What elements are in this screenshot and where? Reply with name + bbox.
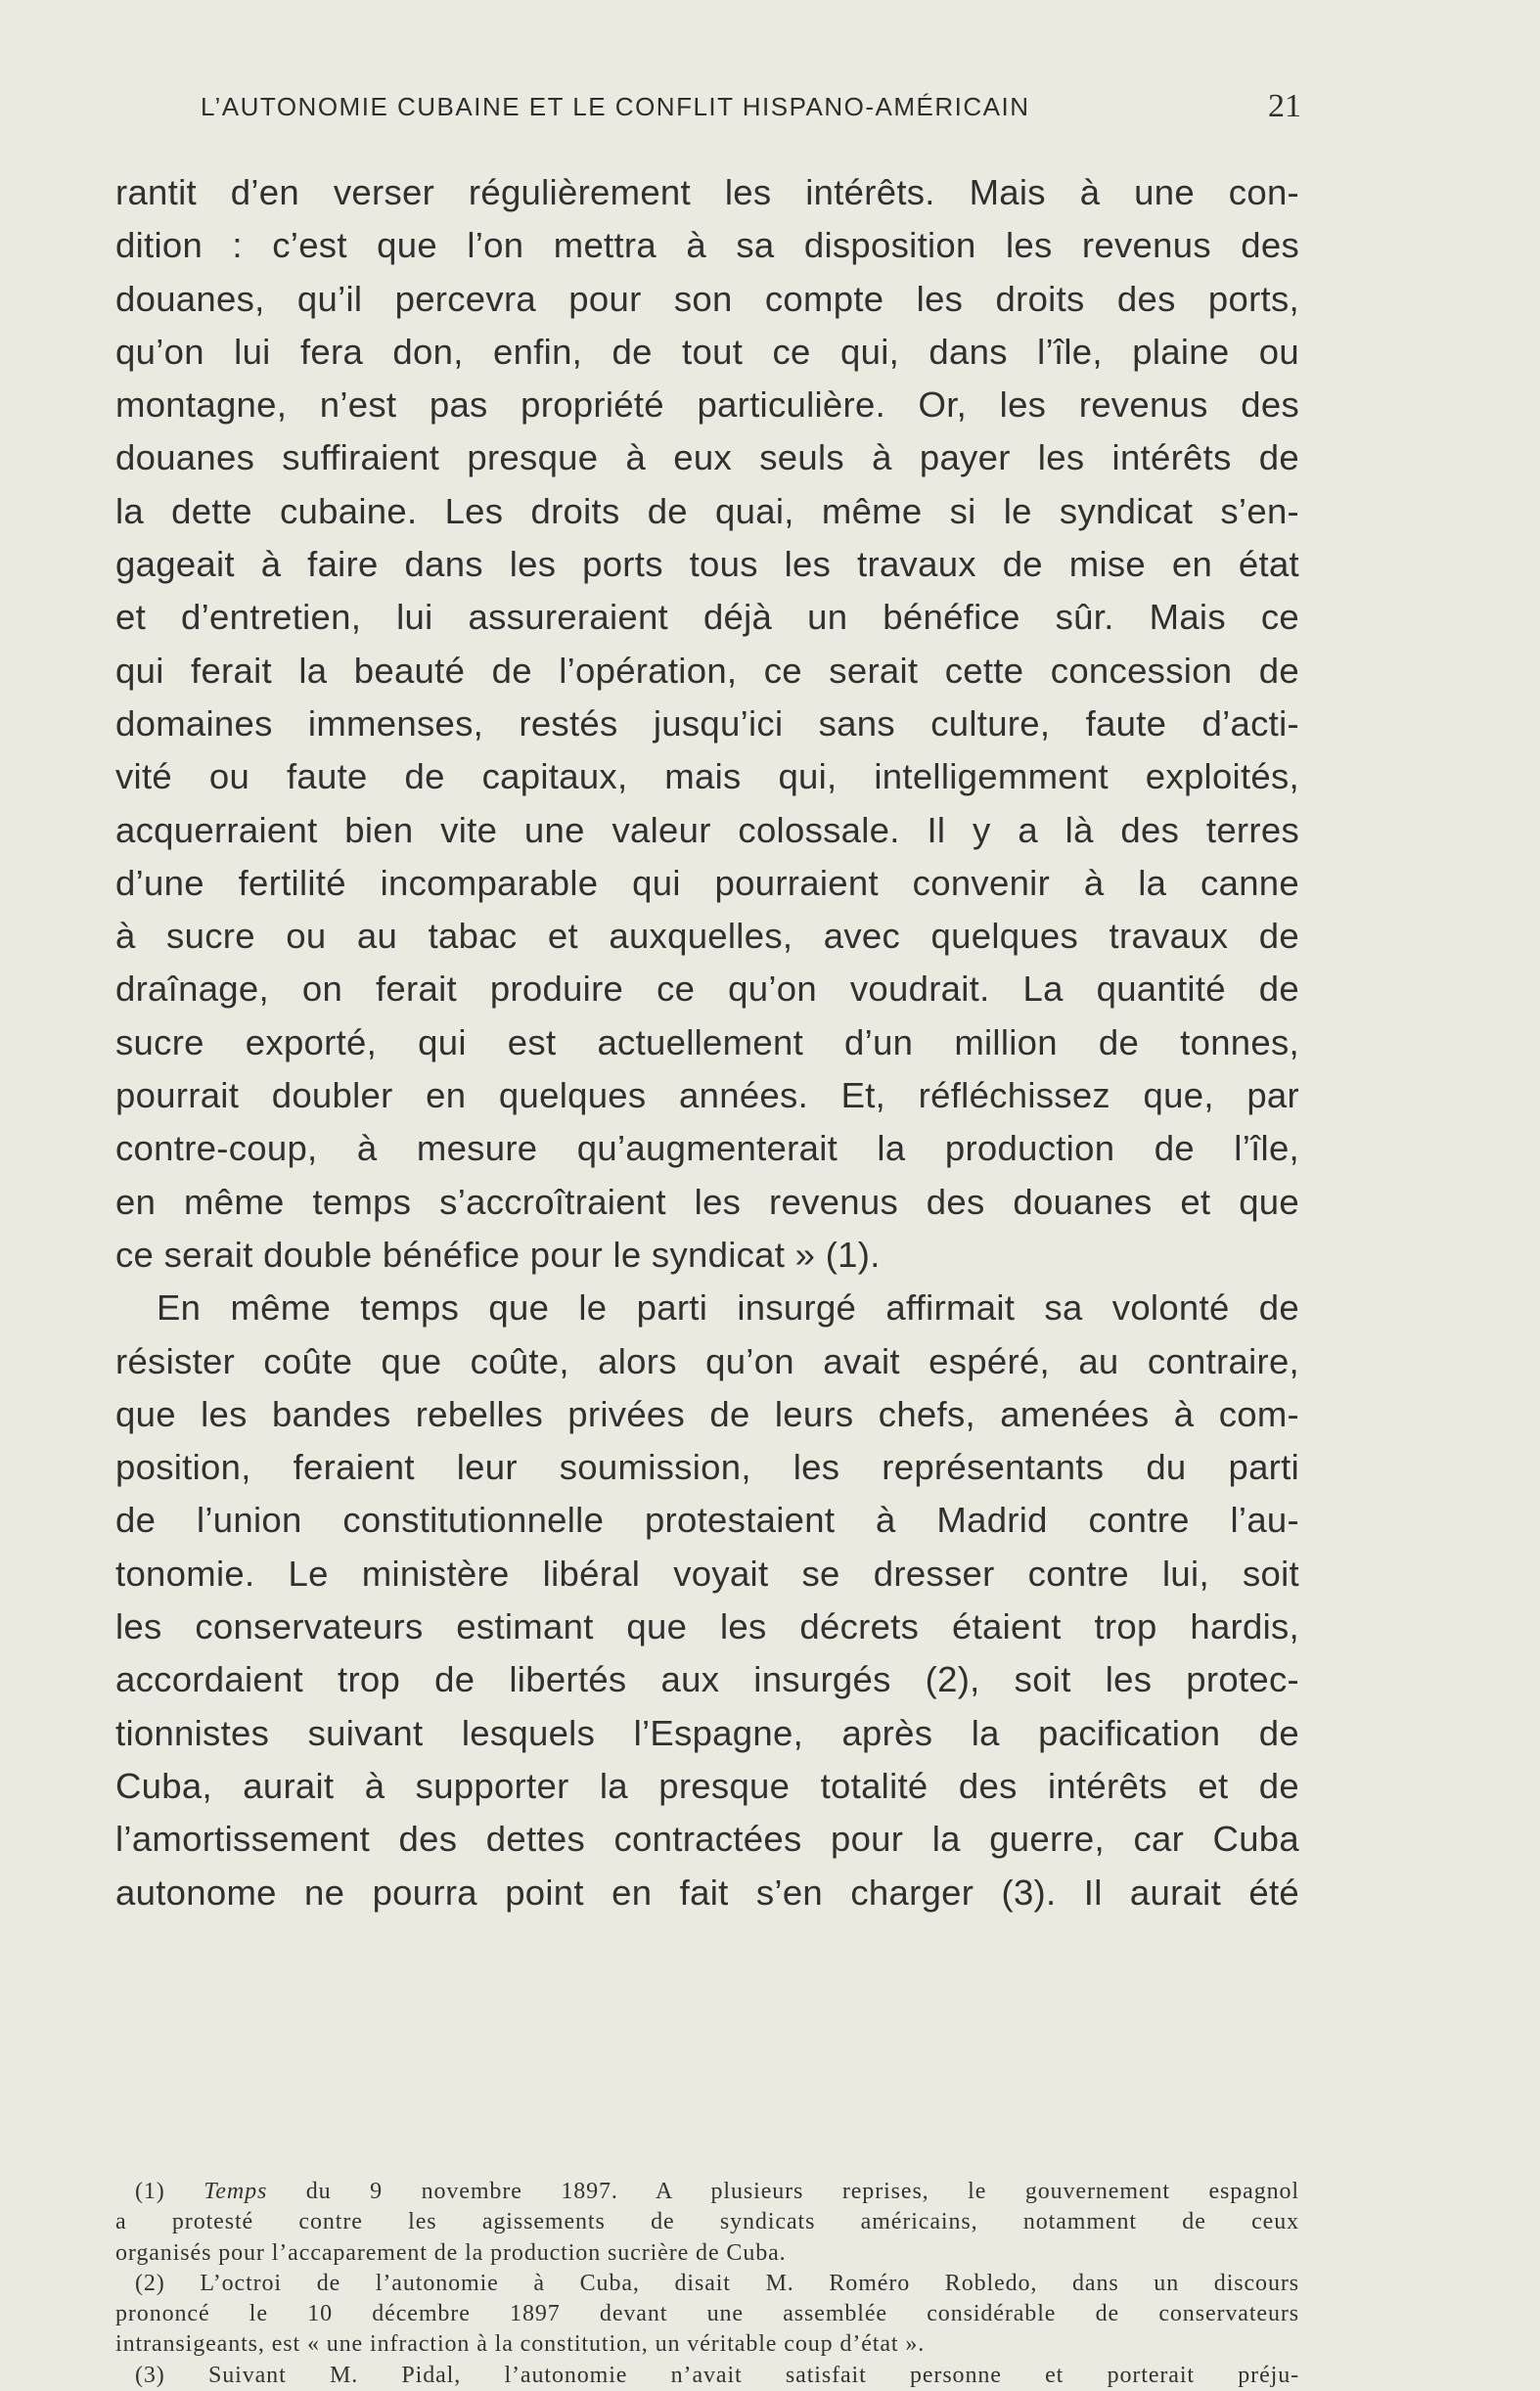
footnotes xyxy=(115,2177,1299,2391)
text-line: draînage, on ferait produire ce qu’on voudrait. La quantité de xyxy=(115,969,1299,1010)
text-line: position, feraient leur soumission, les représentants du parti xyxy=(115,1447,1299,1488)
footnote-3-line: (3) Suivant M. Pidal, l’autonomie n’avait satisfait personne et porterait préju- xyxy=(135,2362,1299,2388)
footnote-source-title: Temps xyxy=(204,2179,268,2204)
text-line: gageait à faire dans les ports tous les travaux de mise en état xyxy=(115,544,1299,585)
footnote-1-line: a protesté contre les agissements de syndicats américains, notamment de ceux xyxy=(115,2209,1299,2235)
text-line: dition : c’est que l’on mettra à sa disposition les revenus des xyxy=(115,225,1299,266)
text-line: en même temps s’accroîtraient les revenus des douanes et que xyxy=(115,1181,1299,1222)
footnote-1-line: (1) Temps du 9 novembre 1897. A plusieurs reprises, le gouvernement espagnol xyxy=(135,2179,1299,2204)
text-line: sucre exporté, qui est actuellement d’un million de tonnes, xyxy=(115,1021,1299,1062)
text-line: domaines immenses, restés jusqu’ici sans culture, faute d’acti- xyxy=(115,702,1299,744)
text-line: douanes suffiraient presque à eux seuls à payer les intérêts de xyxy=(115,437,1299,478)
footnote-1-line: organisés pour l’accaparement de la production sucrière de Cuba. xyxy=(115,2239,787,2266)
text-line: et d’entretien, lui assureraient déjà un bénéfice sûr. Mais ce xyxy=(115,597,1299,638)
running-head xyxy=(201,88,1301,131)
body-text xyxy=(115,166,1299,1919)
running-title: L’AUTONOMIE CUBAINE ET LE CONFLIT HISPANO-AMÉRICAIN xyxy=(201,92,1030,121)
footnote-2-line: (2) L’octroi de l’autonomie à Cuba, disait M. Roméro Robledo, dans un discours xyxy=(135,2270,1299,2296)
text-line: résister coûte que coûte, alors qu’on avait espéré, au contraire, xyxy=(115,1340,1299,1381)
footnote-2-line: prononcé le 10 décembre 1897 devant une assemblée considérable de conservateurs xyxy=(115,2301,1299,2327)
text-line: vité ou faute de capitaux, mais qui, intelligemment exploités, xyxy=(115,756,1299,797)
text-line: douanes, qu’il percevra pour son compte les droits des ports, xyxy=(115,278,1299,319)
paragraph-end-line: ce serait double bénéfice pour le syndicat » (1). xyxy=(115,1234,881,1275)
text-line: l’amortissement des dettes contractées pour la guerre, car Cuba xyxy=(115,1819,1299,1860)
text-line: autonome ne pourra point en fait s’en charger (3). Il aurait été xyxy=(115,1872,1299,1913)
text-line: montagne, n’est pas propriété particulière. Or, les revenus des xyxy=(115,384,1299,426)
page-number: 21 xyxy=(1268,88,1301,124)
text-line: d’une fertilité incomparable qui pourraient convenir à la canne xyxy=(115,862,1299,903)
text-line: accordaient trop de libertés aux insurgés (2), soit les protec- xyxy=(115,1659,1299,1700)
text-line: qui ferait la beauté de l’opération, ce serait cette concession de xyxy=(115,650,1299,691)
text-line: à sucre ou au tabac et auxquelles, avec quelques travaux de xyxy=(115,916,1299,957)
text-line: que les bandes rebelles privées de leurs chefs, amenées à com- xyxy=(115,1393,1299,1434)
text-line: les conservateurs estimant que les décrets étaient trop hardis, xyxy=(115,1606,1299,1647)
text-line: pourrait doubler en quelques années. Et, réfléchissez que, par xyxy=(115,1075,1299,1116)
text-line: la dette cubaine. Les droits de quai, même si le syndicat s’en- xyxy=(115,490,1299,531)
text-line: qu’on lui fera don, enfin, de tout ce qui, dans l’île, plaine ou xyxy=(115,331,1299,372)
text-line: de l’union constitutionnelle protestaient à Madrid contre l’au- xyxy=(115,1500,1299,1541)
text-line: acquerraient bien vite une valeur colossale. Il y a là des terres xyxy=(115,809,1299,850)
paragraph-start-line: En même temps que le parti insurgé affirmait sa volonté de xyxy=(157,1287,1299,1329)
text-line: tonomie. Le ministère libéral voyait se dresser contre lui, soit xyxy=(115,1553,1299,1594)
text-line: Cuba, aurait à supporter la presque totalité des intérêts et de xyxy=(115,1765,1299,1806)
footnote-2-line: intransigeants, est « une infraction à la constitution, un véritable coup d’état ». xyxy=(115,2331,926,2358)
text-line: contre-coup, à mesure qu’augmenterait la production de l’île, xyxy=(115,1128,1299,1169)
text-line: rantit d’en verser régulièrement les intérêts. Mais à une con- xyxy=(115,172,1299,212)
text-line: tionnistes suivant lesquels l’Espagne, après la pacification de xyxy=(115,1712,1299,1753)
